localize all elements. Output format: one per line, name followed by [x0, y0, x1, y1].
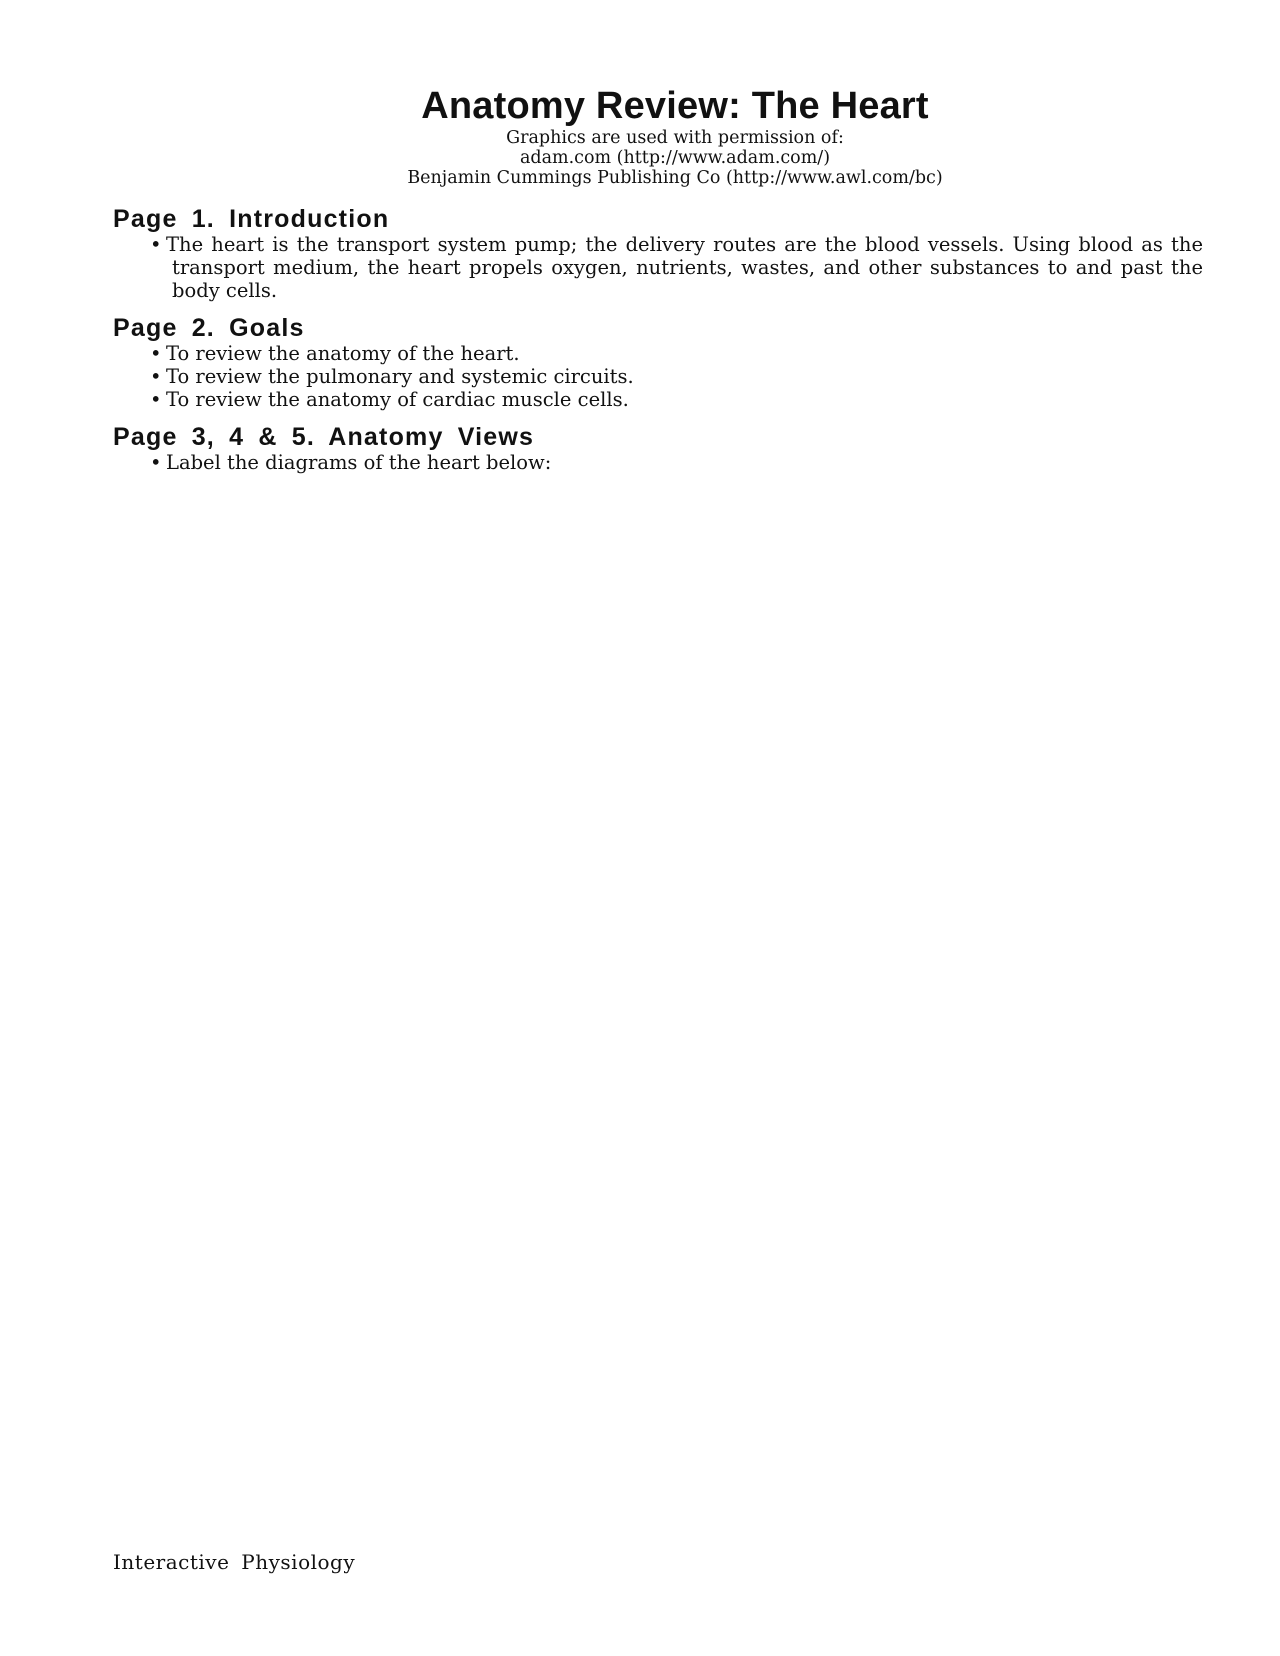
list-item: [134, 342, 1203, 365]
list-item-text: To review the anatomy of the heart.: [166, 342, 520, 365]
section-heading: Page 1. Introduction: [113, 205, 390, 233]
credit-line-permission: Graphics are used with permission of:: [506, 128, 844, 148]
credit-line-adam: adam.com (http://www.adam.com/): [519, 148, 831, 168]
bullet-list: [113, 342, 1203, 411]
list-item-text: Label the diagrams of the heart below:: [166, 451, 552, 474]
page-title: Anatomy Review: The Heart: [421, 85, 929, 127]
section-goals: [113, 314, 1203, 411]
bullet-list: [113, 233, 1203, 302]
bullet-icon: •: [150, 388, 162, 411]
bullet-icon: •: [150, 451, 162, 474]
list-item-text: To review the anatomy of cardiac muscle cells.: [166, 388, 629, 411]
list-item: [134, 451, 1203, 474]
section-anatomy-views: [113, 423, 1203, 474]
bullet-icon: •: [150, 342, 162, 365]
section-introduction: [113, 205, 1203, 302]
bullet-icon: •: [150, 233, 162, 256]
title-block: [0, 84, 1280, 188]
bullet-list: [113, 451, 1203, 474]
section-heading: Page 3, 4 & 5. Anatomy Views: [113, 423, 535, 451]
list-item-text: The heart is the transport system pump; the delivery routes are the blood vessels. Using blood as the transport medium, the heart propels oxygen, nutrients, wastes, and other substances to and past the body cells.: [166, 233, 1203, 302]
list-item: [134, 388, 1203, 411]
list-item: [134, 365, 1203, 388]
list-item: [134, 233, 1203, 302]
list-item-text: To review the pulmonary and systemic circuits.: [166, 365, 634, 388]
document-content: [113, 205, 1203, 486]
credit-line-benjamin-cummings: Benjamin Cummings Publishing Co (http://www.awl.com/bc): [407, 168, 943, 188]
bullet-icon: •: [150, 365, 162, 388]
section-heading: Page 2. Goals: [113, 314, 305, 342]
page-footer: Interactive Physiology: [113, 1550, 356, 1574]
